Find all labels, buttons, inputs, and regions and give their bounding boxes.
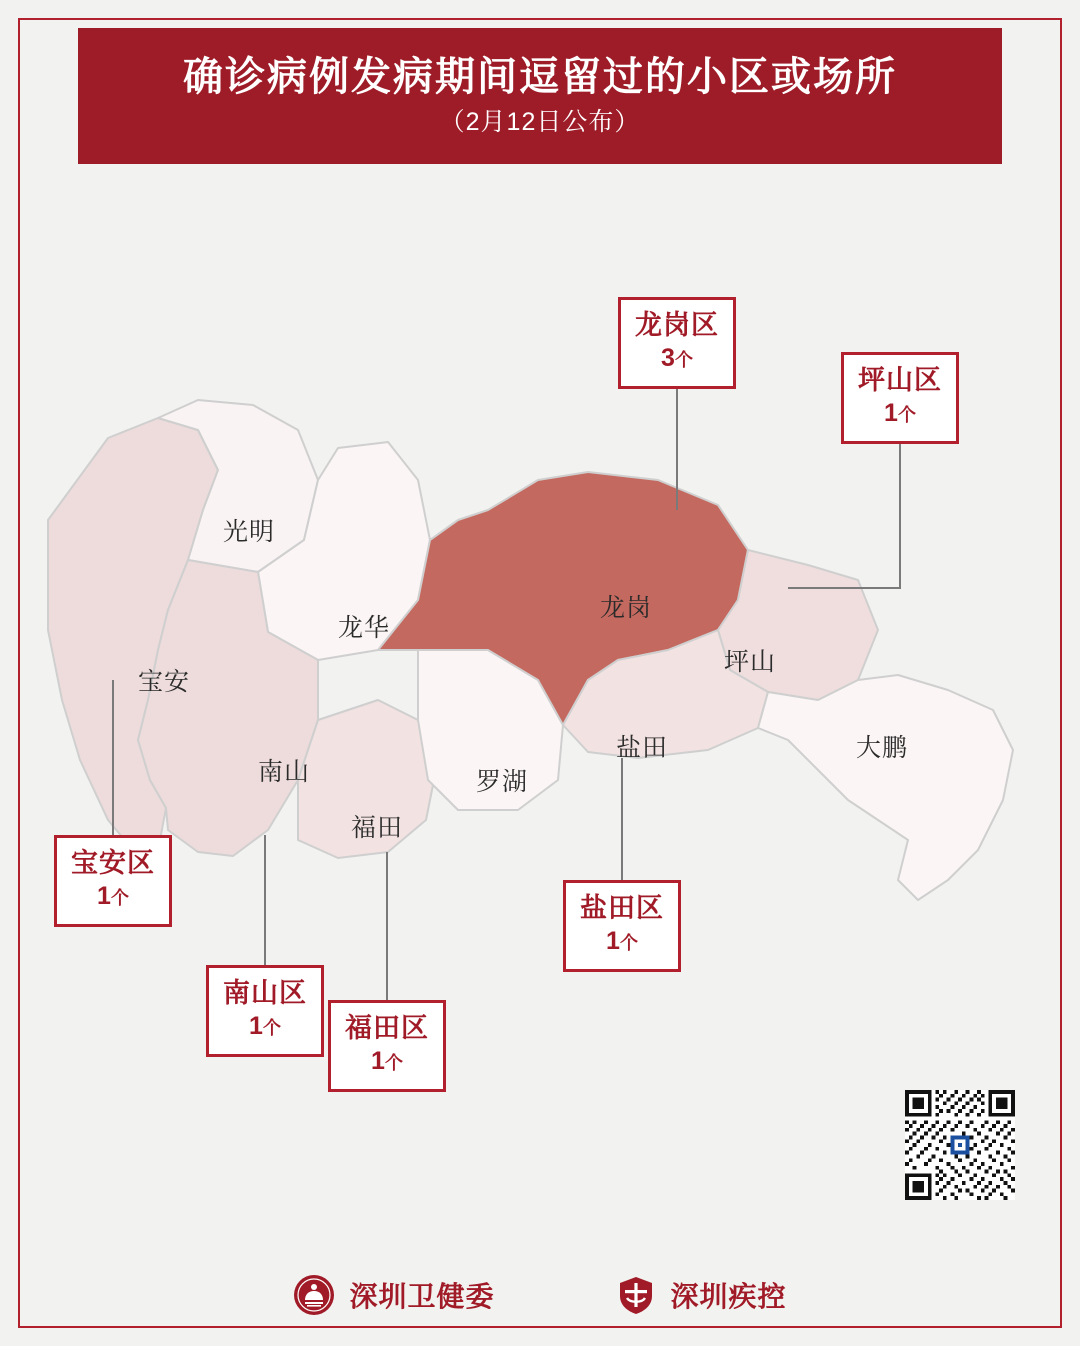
callout-longgang-unit: 个: [674, 350, 693, 370]
map-container: [18, 180, 1062, 1180]
district-shape-dapeng: [758, 675, 1013, 900]
map-label-longgang: 龙岗: [600, 594, 653, 622]
callout-yantian-count: [576, 925, 668, 959]
callout-pingshan-count: [854, 397, 946, 431]
footer-label-szwjw: 深圳卫健委: [349, 1281, 495, 1312]
footer-item-szwjw: [293, 1274, 494, 1316]
callout-longgang-name: 龙岗区: [635, 310, 719, 340]
map-label-guangming: 光明: [223, 518, 276, 546]
callout-yantian-number: 1: [606, 927, 620, 955]
callout-baoan[interactable]: [54, 835, 172, 927]
callout-longgang-number: 3: [661, 344, 675, 372]
callout-baoan-count: [67, 880, 159, 914]
map-label-luohu: 罗湖: [476, 768, 529, 796]
map-label-yantian: 盐田: [616, 734, 669, 762]
callout-nanshan-name: 南山区: [223, 978, 307, 1008]
callout-nanshan-unit: 个: [262, 1018, 281, 1038]
page-title: 确诊病例发病期间逗留过的小区或场所: [183, 55, 897, 99]
page-subtitle: （2月12日公布）: [439, 108, 641, 136]
callout-nanshan-number: 1: [249, 1012, 263, 1040]
callout-baoan-number: 1: [97, 882, 111, 910]
callout-nanshan[interactable]: [206, 965, 324, 1057]
map-label-dapeng: 大鹏: [856, 734, 909, 762]
map-label-futian: 福田: [351, 814, 404, 842]
map-label-nanshan: 南山: [258, 758, 311, 786]
footer: [18, 1255, 1062, 1335]
footer-item-szcdc: [615, 1274, 787, 1316]
callout-yantian[interactable]: [563, 880, 681, 972]
callout-futian[interactable]: [328, 1000, 446, 1092]
callout-futian-unit: 个: [384, 1053, 403, 1073]
callout-pingshan-name: 坪山区: [858, 365, 942, 395]
callout-pingshan[interactable]: [841, 352, 959, 444]
header-banner: [78, 28, 1002, 164]
callout-nanshan-count: [219, 1010, 311, 1044]
callout-longgang[interactable]: [618, 297, 736, 389]
callout-pingshan-number: 1: [884, 399, 898, 427]
callout-baoan-name: 宝安区: [71, 848, 155, 878]
callout-pingshan-unit: 个: [897, 405, 916, 425]
callout-yantian-name: 盐田区: [580, 893, 664, 923]
map-label-pingshan: 坪山: [724, 648, 777, 676]
footer-label-szcdc: 深圳疾控: [670, 1281, 787, 1312]
callout-futian-name: 福田区: [345, 1013, 429, 1043]
cdc-shield-emblem-icon: [615, 1274, 657, 1316]
callout-yantian-unit: 个: [619, 933, 638, 953]
health-commission-emblem-icon: [293, 1274, 335, 1316]
callout-futian-number: 1: [371, 1047, 385, 1075]
qr-code[interactable]: [905, 1090, 1015, 1200]
map-label-longhua: 龙华: [338, 614, 391, 642]
callout-baoan-unit: 个: [110, 888, 129, 908]
callout-futian-count: [341, 1045, 433, 1079]
callout-longgang-count: [631, 342, 723, 376]
map-label-baoan: 宝安: [138, 668, 191, 696]
